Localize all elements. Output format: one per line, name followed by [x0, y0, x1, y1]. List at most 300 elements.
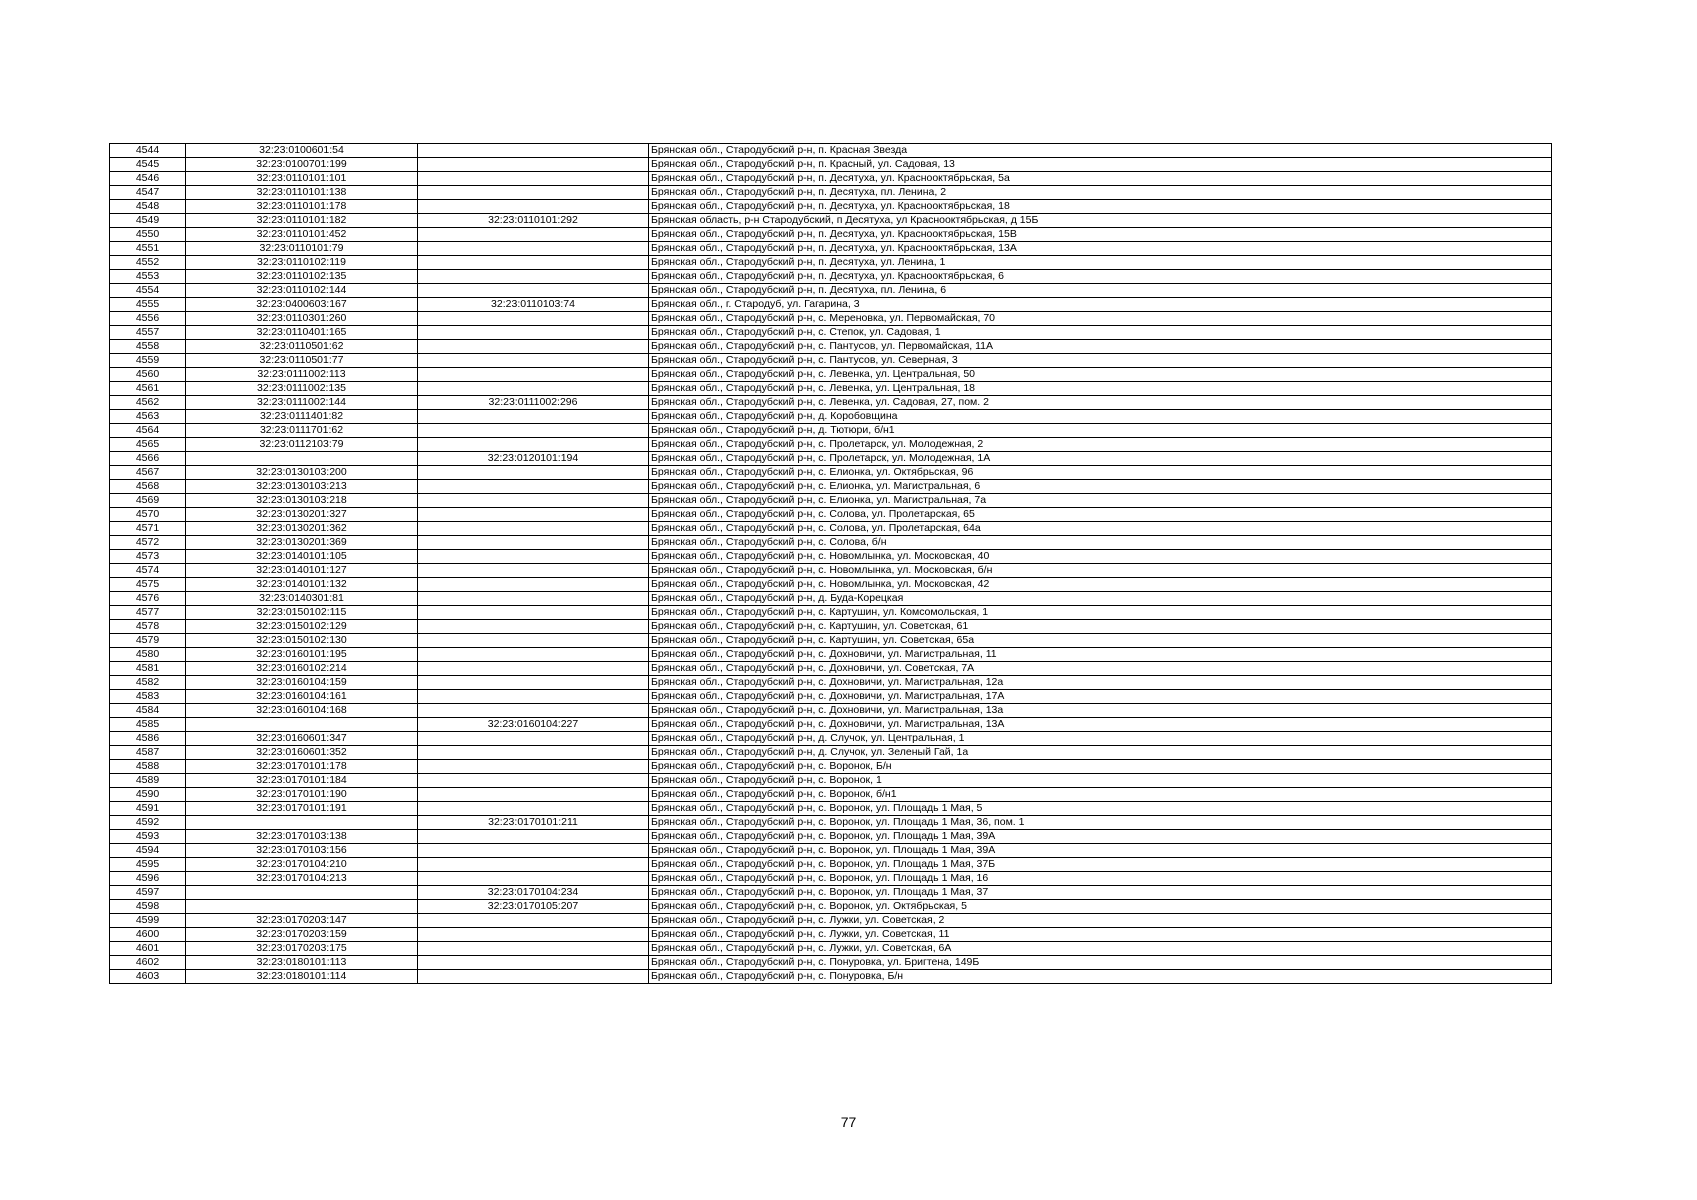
row-number-cell: 4553 [110, 270, 186, 284]
table-row [110, 228, 1552, 242]
row-number-cell: 4578 [110, 620, 186, 634]
table-row [110, 326, 1552, 340]
cadastral-number-cell: 32:23:0110101:178 [186, 200, 418, 214]
cadastral-number-cell: 32:23:0150102:130 [186, 634, 418, 648]
address-cell: Брянская обл., Стародубский р-н, с. Воронок, б/н1 [649, 788, 1552, 802]
cadastral-number-cell: 32:23:0170103:138 [186, 830, 418, 844]
address-cell: Брянская обл., Стародубский р-н, с. Степок, ул. Садовая, 1 [649, 326, 1552, 340]
table-row [110, 270, 1552, 284]
table-row [110, 942, 1552, 956]
related-cadastral-number-cell [418, 956, 649, 970]
related-cadastral-number-cell: 32:23:0111002:296 [418, 396, 649, 410]
address-cell: Брянская обл., Стародубский р-н, п. Красный, ул. Садовая, 13 [649, 158, 1552, 172]
row-number-cell: 4570 [110, 508, 186, 522]
address-cell: Брянская обл., Стародубский р-н, д. Тютюри, б/н1 [649, 424, 1552, 438]
address-cell: Брянская обл., Стародубский р-н, с. Понуровка, ул. Бригтена, 149Б [649, 956, 1552, 970]
table-row [110, 956, 1552, 970]
row-number-cell: 4548 [110, 200, 186, 214]
row-number-cell: 4561 [110, 382, 186, 396]
address-cell: Брянская обл., Стародубский р-н, д. Случок, ул. Центральная, 1 [649, 732, 1552, 746]
table-row [110, 186, 1552, 200]
address-cell: Брянская обл., Стародубский р-н, с. Дохновичи, ул. Магистральная, 11 [649, 648, 1552, 662]
cadastral-number-cell: 32:23:0130201:327 [186, 508, 418, 522]
cadastral-number-cell: 32:23:0160104:161 [186, 690, 418, 704]
address-cell: Брянская обл., Стародубский р-н, п. Десятуха, ул. Ленина, 1 [649, 256, 1552, 270]
address-cell: Брянская обл., Стародубский р-н, с. Воронок, ул. Площадь 1 Мая, 39А [649, 830, 1552, 844]
table-row [110, 788, 1552, 802]
cadastral-number-cell: 32:23:0110102:119 [186, 256, 418, 270]
related-cadastral-number-cell [418, 578, 649, 592]
row-number-cell: 4567 [110, 466, 186, 480]
address-cell: Брянская обл., Стародубский р-н, п. Десятуха, пл. Ленина, 6 [649, 284, 1552, 298]
row-number-cell: 4545 [110, 158, 186, 172]
related-cadastral-number-cell [418, 494, 649, 508]
row-number-cell: 4595 [110, 858, 186, 872]
related-cadastral-number-cell [418, 802, 649, 816]
row-number-cell: 4597 [110, 886, 186, 900]
related-cadastral-number-cell [418, 340, 649, 354]
cadastral-number-cell: 32:23:0160601:352 [186, 746, 418, 760]
table-row [110, 900, 1552, 914]
cadastral-number-cell: 32:23:0110301:260 [186, 312, 418, 326]
related-cadastral-number-cell: 32:23:0170105:207 [418, 900, 649, 914]
cadastral-number-cell: 32:23:0160101:195 [186, 648, 418, 662]
table-row [110, 676, 1552, 690]
address-cell: Брянская обл., Стародубский р-н, с. Воронок, ул. Площадь 1 Мая, 5 [649, 802, 1552, 816]
address-cell: Брянская обл., Стародубский р-н, с. Лужки, ул. Советская, 6А [649, 942, 1552, 956]
cadastral-number-cell: 32:23:0111002:144 [186, 396, 418, 410]
address-cell: Брянская обл., Стародубский р-н, п. Десятуха, ул. Краснооктябрьская, 6 [649, 270, 1552, 284]
row-number-cell: 4603 [110, 970, 186, 984]
table-row [110, 802, 1552, 816]
table-row [110, 494, 1552, 508]
cadastral-number-cell: 32:23:0111401:82 [186, 410, 418, 424]
row-number-cell: 4596 [110, 872, 186, 886]
cadastral-number-cell [186, 816, 418, 830]
table-row [110, 340, 1552, 354]
address-cell: Брянская обл., г. Стародуб, ул. Гагарина, 3 [649, 298, 1552, 312]
cadastral-number-cell: 32:23:0170101:178 [186, 760, 418, 774]
row-number-cell: 4572 [110, 536, 186, 550]
table-row [110, 522, 1552, 536]
row-number-cell: 4558 [110, 340, 186, 354]
cadastral-number-cell: 32:23:0170203:147 [186, 914, 418, 928]
row-number-cell: 4582 [110, 676, 186, 690]
related-cadastral-number-cell [418, 536, 649, 550]
row-number-cell: 4574 [110, 564, 186, 578]
address-cell: Брянская обл., Стародубский р-н, с. Пантусов, ул. Северная, 3 [649, 354, 1552, 368]
table-row [110, 592, 1552, 606]
row-number-cell: 4599 [110, 914, 186, 928]
address-cell: Брянская обл., Стародубский р-н, с. Мереновка, ул. Первомайская, 70 [649, 312, 1552, 326]
table-row [110, 508, 1552, 522]
related-cadastral-number-cell: 32:23:0110103:74 [418, 298, 649, 312]
address-cell: Брянская обл., Стародубский р-н, с. Картушин, ул. Советская, 65а [649, 634, 1552, 648]
address-cell: Брянская обл., Стародубский р-н, с. Дохновичи, ул. Советская, 7А [649, 662, 1552, 676]
table-row [110, 144, 1552, 158]
cadastral-number-cell: 32:23:0170101:190 [186, 788, 418, 802]
related-cadastral-number-cell [418, 620, 649, 634]
address-cell: Брянская обл., Стародубский р-н, с. Левенка, ул. Центральная, 18 [649, 382, 1552, 396]
table-row [110, 438, 1552, 452]
address-cell: Брянская обл., Стародубский р-н, с. Дохновичи, ул. Магистральная, 13А [649, 718, 1552, 732]
row-number-cell: 4571 [110, 522, 186, 536]
address-cell: Брянская обл., Стародубский р-н, с. Елионка, ул. Октябрьская, 96 [649, 466, 1552, 480]
related-cadastral-number-cell [418, 942, 649, 956]
row-number-cell: 4557 [110, 326, 186, 340]
table-row [110, 690, 1552, 704]
table-row [110, 368, 1552, 382]
table-row [110, 284, 1552, 298]
cadastral-number-cell: 32:23:0110501:77 [186, 354, 418, 368]
cadastral-number-cell: 32:23:0160104:159 [186, 676, 418, 690]
cadastral-number-cell: 32:23:0170101:191 [186, 802, 418, 816]
cadastral-number-cell: 32:23:0170103:156 [186, 844, 418, 858]
table-row [110, 550, 1552, 564]
related-cadastral-number-cell [418, 634, 649, 648]
related-cadastral-number-cell [418, 256, 649, 270]
related-cadastral-number-cell [418, 410, 649, 424]
cadastral-number-cell: 32:23:0110101:79 [186, 242, 418, 256]
cadastral-number-cell: 32:23:0140301:81 [186, 592, 418, 606]
related-cadastral-number-cell [418, 830, 649, 844]
row-number-cell: 4575 [110, 578, 186, 592]
register-table [109, 143, 1552, 984]
cadastral-number-cell: 32:23:0110102:135 [186, 270, 418, 284]
cadastral-number-cell: 32:23:0170203:175 [186, 942, 418, 956]
row-number-cell: 4581 [110, 662, 186, 676]
table-row [110, 256, 1552, 270]
cadastral-number-cell: 32:23:0170104:210 [186, 858, 418, 872]
cadastral-number-cell: 32:23:0180101:113 [186, 956, 418, 970]
cadastral-number-cell: 32:23:0130201:362 [186, 522, 418, 536]
table-row [110, 564, 1552, 578]
row-number-cell: 4586 [110, 732, 186, 746]
cadastral-number-cell: 32:23:0150102:129 [186, 620, 418, 634]
row-number-cell: 4601 [110, 942, 186, 956]
cadastral-number-cell: 32:23:0140101:132 [186, 578, 418, 592]
row-number-cell: 4564 [110, 424, 186, 438]
address-cell: Брянская обл., Стародубский р-н, с. Дохновичи, ул. Магистральная, 13а [649, 704, 1552, 718]
row-number-cell: 4566 [110, 452, 186, 466]
address-cell: Брянская обл., Стародубский р-н, п. Десятуха, пл. Ленина, 2 [649, 186, 1552, 200]
address-cell: Брянская обл., Стародубский р-н, п. Десятуха, ул. Краснооктябрьская, 15В [649, 228, 1552, 242]
row-number-cell: 4585 [110, 718, 186, 732]
cadastral-number-cell: 32:23:0160102:214 [186, 662, 418, 676]
related-cadastral-number-cell [418, 774, 649, 788]
row-number-cell: 4580 [110, 648, 186, 662]
table-row [110, 382, 1552, 396]
cadastral-number-cell [186, 900, 418, 914]
address-cell: Брянская обл., Стародубский р-н, с. Воронок, ул. Октябрьская, 5 [649, 900, 1552, 914]
address-cell: Брянская обл., Стародубский р-н, с. Дохновичи, ул. Магистральная, 12а [649, 676, 1552, 690]
address-cell: Брянская обл., Стародубский р-н, с. Левенка, ул. Садовая, 27, пом. 2 [649, 396, 1552, 410]
related-cadastral-number-cell: 32:23:0160104:227 [418, 718, 649, 732]
cadastral-number-cell: 32:23:0130201:369 [186, 536, 418, 550]
row-number-cell: 4589 [110, 774, 186, 788]
related-cadastral-number-cell [418, 354, 649, 368]
address-cell: Брянская обл., Стародубский р-н, с. Картушин, ул. Комсомольская, 1 [649, 606, 1552, 620]
cadastral-number-cell: 32:23:0130103:218 [186, 494, 418, 508]
address-cell: Брянская обл., Стародубский р-н, с. Елионка, ул. Магистральная, 7а [649, 494, 1552, 508]
table-row [110, 620, 1552, 634]
related-cadastral-number-cell: 32:23:0110101:292 [418, 214, 649, 228]
related-cadastral-number-cell [418, 606, 649, 620]
address-cell: Брянская обл., Стародубский р-н, п. Десятуха, ул. Краснооктябрьская, 5а [649, 172, 1552, 186]
related-cadastral-number-cell [418, 564, 649, 578]
related-cadastral-number-cell [418, 844, 649, 858]
related-cadastral-number-cell [418, 676, 649, 690]
table-row [110, 648, 1552, 662]
row-number-cell: 4600 [110, 928, 186, 942]
cadastral-number-cell: 32:23:0140101:127 [186, 564, 418, 578]
table-row [110, 396, 1552, 410]
table-row [110, 662, 1552, 676]
table-row [110, 844, 1552, 858]
table-row [110, 242, 1552, 256]
address-cell: Брянская обл., Стародубский р-н, с. Воронок, 1 [649, 774, 1552, 788]
related-cadastral-number-cell [418, 732, 649, 746]
row-number-cell: 4588 [110, 760, 186, 774]
cadastral-number-cell [186, 886, 418, 900]
table-row [110, 914, 1552, 928]
address-cell: Брянская обл., Стародубский р-н, с. Воронок, ул. Площадь 1 Мая, 16 [649, 872, 1552, 886]
row-number-cell: 4549 [110, 214, 186, 228]
related-cadastral-number-cell [418, 284, 649, 298]
address-cell: Брянская обл., Стародубский р-н, п. Десятуха, ул. Краснооктябрьская, 13А [649, 242, 1552, 256]
related-cadastral-number-cell [418, 508, 649, 522]
related-cadastral-number-cell: 32:23:0120101:194 [418, 452, 649, 466]
address-cell: Брянская обл., Стародубский р-н, с. Левенка, ул. Центральная, 50 [649, 368, 1552, 382]
table-row [110, 858, 1552, 872]
table-row [110, 312, 1552, 326]
table-row [110, 774, 1552, 788]
cadastral-number-cell: 32:23:0150102:115 [186, 606, 418, 620]
cadastral-number-cell: 32:23:0111002:113 [186, 368, 418, 382]
address-cell: Брянская обл., Стародубский р-н, с. Дохновичи, ул. Магистральная, 17А [649, 690, 1552, 704]
related-cadastral-number-cell [418, 312, 649, 326]
related-cadastral-number-cell [418, 592, 649, 606]
table-row [110, 200, 1552, 214]
cadastral-number-cell: 32:23:0110101:452 [186, 228, 418, 242]
address-cell: Брянская обл., Стародубский р-н, с. Пантусов, ул. Первомайская, 11А [649, 340, 1552, 354]
address-cell: Брянская обл., Стародубский р-н, с. Солова, ул. Пролетарская, 64а [649, 522, 1552, 536]
related-cadastral-number-cell [418, 522, 649, 536]
cadastral-number-cell: 32:23:0112103:79 [186, 438, 418, 452]
address-cell: Брянская обл., Стародубский р-н, п. Десятуха, ул. Краснооктябрьская, 18 [649, 200, 1552, 214]
cadastral-number-cell: 32:23:0140101:105 [186, 550, 418, 564]
table-row [110, 886, 1552, 900]
table-row [110, 816, 1552, 830]
related-cadastral-number-cell [418, 368, 649, 382]
row-number-cell: 4594 [110, 844, 186, 858]
cadastral-number-cell: 32:23:0170104:213 [186, 872, 418, 886]
cadastral-number-cell: 32:23:0110101:138 [186, 186, 418, 200]
address-cell: Брянская обл., Стародубский р-н, с. Лужки, ул. Советская, 2 [649, 914, 1552, 928]
related-cadastral-number-cell [418, 382, 649, 396]
table-row [110, 732, 1552, 746]
row-number-cell: 4552 [110, 256, 186, 270]
related-cadastral-number-cell [418, 438, 649, 452]
row-number-cell: 4577 [110, 606, 186, 620]
table-row [110, 466, 1552, 480]
cadastral-number-cell: 32:23:0111002:135 [186, 382, 418, 396]
table-row [110, 354, 1552, 368]
address-cell: Брянская обл., Стародубский р-н, с. Пролетарск, ул. Молодежная, 2 [649, 438, 1552, 452]
cadastral-number-cell: 32:23:0160104:168 [186, 704, 418, 718]
cadastral-number-cell: 32:23:0180101:114 [186, 970, 418, 984]
related-cadastral-number-cell [418, 648, 649, 662]
table-row [110, 452, 1552, 466]
cadastral-number-cell: 32:23:0400603:167 [186, 298, 418, 312]
related-cadastral-number-cell [418, 690, 649, 704]
row-number-cell: 4550 [110, 228, 186, 242]
cadastral-number-cell: 32:23:0130103:200 [186, 466, 418, 480]
row-number-cell: 4602 [110, 956, 186, 970]
row-number-cell: 4559 [110, 354, 186, 368]
table-row [110, 298, 1552, 312]
address-cell: Брянская обл., Стародубский р-н, с. Солова, ул. Пролетарская, 65 [649, 508, 1552, 522]
cadastral-number-cell: 32:23:0100601:54 [186, 144, 418, 158]
table-row [110, 578, 1552, 592]
table-row [110, 830, 1552, 844]
table-row [110, 536, 1552, 550]
table-row [110, 872, 1552, 886]
address-cell: Брянская обл., Стародубский р-н, с. Воронок, ул. Площадь 1 Мая, 39А [649, 844, 1552, 858]
cadastral-number-cell: 32:23:0170203:159 [186, 928, 418, 942]
related-cadastral-number-cell [418, 914, 649, 928]
related-cadastral-number-cell [418, 662, 649, 676]
address-cell: Брянская обл., Стародубский р-н, с. Лужки, ул. Советская, 11 [649, 928, 1552, 942]
row-number-cell: 4576 [110, 592, 186, 606]
row-number-cell: 4554 [110, 284, 186, 298]
related-cadastral-number-cell [418, 480, 649, 494]
row-number-cell: 4592 [110, 816, 186, 830]
row-number-cell: 4555 [110, 298, 186, 312]
cadastral-number-cell: 32:23:0110401:165 [186, 326, 418, 340]
table-row [110, 928, 1552, 942]
address-cell: Брянская обл., Стародубский р-н, с. Воронок, ул. Площадь 1 Мая, 36, пом. 1 [649, 816, 1552, 830]
table-row [110, 718, 1552, 732]
cadastral-number-cell [186, 718, 418, 732]
row-number-cell: 4544 [110, 144, 186, 158]
table-row [110, 172, 1552, 186]
related-cadastral-number-cell: 32:23:0170104:234 [418, 886, 649, 900]
cadastral-number-cell: 32:23:0110501:62 [186, 340, 418, 354]
table-row [110, 214, 1552, 228]
address-cell: Брянская обл., Стародубский р-н, с. Новомлынка, ул. Московская, б/н [649, 564, 1552, 578]
row-number-cell: 4573 [110, 550, 186, 564]
table-row [110, 480, 1552, 494]
table-row [110, 760, 1552, 774]
address-cell: Брянская обл., Стародубский р-н, с. Понуровка, Б/н [649, 970, 1552, 984]
related-cadastral-number-cell [418, 144, 649, 158]
cadastral-number-cell: 32:23:0110101:101 [186, 172, 418, 186]
row-number-cell: 4584 [110, 704, 186, 718]
row-number-cell: 4587 [110, 746, 186, 760]
table-row [110, 634, 1552, 648]
related-cadastral-number-cell [418, 928, 649, 942]
row-number-cell: 4568 [110, 480, 186, 494]
related-cadastral-number-cell [418, 172, 649, 186]
cadastral-number-cell: 32:23:0110101:182 [186, 214, 418, 228]
related-cadastral-number-cell [418, 200, 649, 214]
row-number-cell: 4546 [110, 172, 186, 186]
page-number: 77 [840, 1114, 857, 1130]
cadastral-number-cell: 32:23:0170101:184 [186, 774, 418, 788]
address-cell: Брянская обл., Стародубский р-н, с. Новомлынка, ул. Московская, 40 [649, 550, 1552, 564]
related-cadastral-number-cell [418, 760, 649, 774]
address-cell: Брянская обл., Стародубский р-н, с. Воронок, Б/н [649, 760, 1552, 774]
row-number-cell: 4547 [110, 186, 186, 200]
row-number-cell: 4593 [110, 830, 186, 844]
related-cadastral-number-cell [418, 424, 649, 438]
cadastral-number-cell: 32:23:0130103:213 [186, 480, 418, 494]
row-number-cell: 4565 [110, 438, 186, 452]
related-cadastral-number-cell [418, 228, 649, 242]
table-row [110, 704, 1552, 718]
address-cell: Брянская область, р-н Стародубский, п Десятуха, ул Краснооктябрьская, д 15Б [649, 214, 1552, 228]
address-cell: Брянская обл., Стародубский р-н, п. Красная Звезда [649, 144, 1552, 158]
cadastral-number-cell: 32:23:0100701:199 [186, 158, 418, 172]
table-row [110, 970, 1552, 984]
related-cadastral-number-cell: 32:23:0170101:211 [418, 816, 649, 830]
table-row [110, 746, 1552, 760]
register-table-body [110, 144, 1552, 984]
related-cadastral-number-cell [418, 158, 649, 172]
row-number-cell: 4556 [110, 312, 186, 326]
row-number-cell: 4598 [110, 900, 186, 914]
address-cell: Брянская обл., Стародубский р-н, д. Коробовщина [649, 410, 1552, 424]
related-cadastral-number-cell [418, 746, 649, 760]
address-cell: Брянская обл., Стародубский р-н, с. Солова, б/н [649, 536, 1552, 550]
related-cadastral-number-cell [418, 186, 649, 200]
related-cadastral-number-cell [418, 858, 649, 872]
related-cadastral-number-cell [418, 326, 649, 340]
related-cadastral-number-cell [418, 970, 649, 984]
cadastral-number-cell: 32:23:0110102:144 [186, 284, 418, 298]
row-number-cell: 4579 [110, 634, 186, 648]
related-cadastral-number-cell [418, 550, 649, 564]
cadastral-number-cell: 32:23:0111701:62 [186, 424, 418, 438]
table-row [110, 158, 1552, 172]
cadastral-number-cell: 32:23:0160601:347 [186, 732, 418, 746]
address-cell: Брянская обл., Стародубский р-н, с. Воронок, ул. Площадь 1 Мая, 37 [649, 886, 1552, 900]
related-cadastral-number-cell [418, 270, 649, 284]
related-cadastral-number-cell [418, 466, 649, 480]
row-number-cell: 4569 [110, 494, 186, 508]
address-cell: Брянская обл., Стародубский р-н, с. Елионка, ул. Магистральная, 6 [649, 480, 1552, 494]
row-number-cell: 4560 [110, 368, 186, 382]
address-cell: Брянская обл., Стародубский р-н, с. Картушин, ул. Советская, 61 [649, 620, 1552, 634]
row-number-cell: 4551 [110, 242, 186, 256]
address-cell: Брянская обл., Стародубский р-н, с. Пролетарск, ул. Молодежная, 1А [649, 452, 1552, 466]
related-cadastral-number-cell [418, 788, 649, 802]
address-cell: Брянская обл., Стародубский р-н, с. Новомлынка, ул. Московская, 42 [649, 578, 1552, 592]
row-number-cell: 4562 [110, 396, 186, 410]
table-row [110, 410, 1552, 424]
row-number-cell: 4563 [110, 410, 186, 424]
table-row [110, 424, 1552, 438]
address-cell: Брянская обл., Стародубский р-н, д. Случок, ул. Зеленый Гай, 1а [649, 746, 1552, 760]
row-number-cell: 4583 [110, 690, 186, 704]
row-number-cell: 4591 [110, 802, 186, 816]
table-row [110, 606, 1552, 620]
address-cell: Брянская обл., Стародубский р-н, с. Воронок, ул. Площадь 1 Мая, 37Б [649, 858, 1552, 872]
cadastral-number-cell [186, 452, 418, 466]
related-cadastral-number-cell [418, 872, 649, 886]
address-cell: Брянская обл., Стародубский р-н, д. Буда-Корецкая [649, 592, 1552, 606]
